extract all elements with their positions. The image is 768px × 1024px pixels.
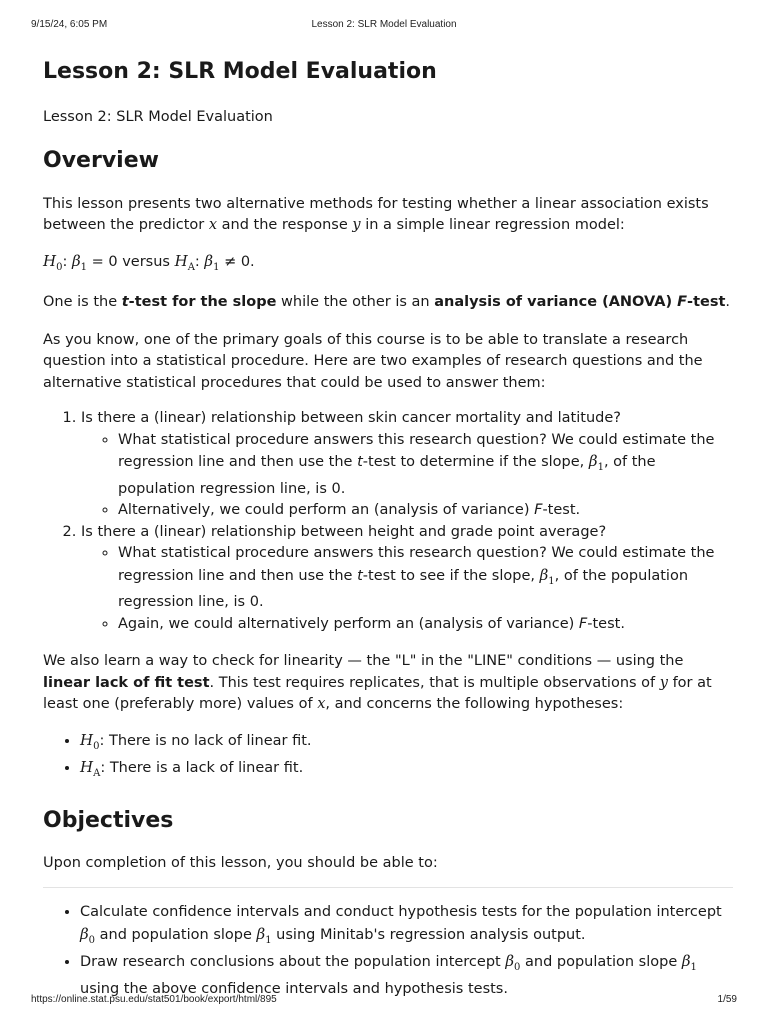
list-item: • Draw research conclusions about the population intercept $\beta_0$ and population slope $\beta_1$ using the above confidence intervals and hypothesis tests.: [80, 951, 733, 1000]
list-item: • Calculate confidence intervals and conduct hypothesis tests for the population intercept $\beta_0$ and population slope $\beta_1$ using Minitab's regression analysis output.: [80, 902, 733, 951]
list-item: ◦ Alternatively, we could perform an (analysis of variance) F-test.: [118, 500, 733, 522]
lof-hypotheses-list: [43, 730, 733, 785]
overview-heading: Overview: [43, 147, 159, 173]
list-item: ◦ Again, we could alternatively perform an (analysis of variance) F-test.: [118, 614, 733, 636]
page-title: Lesson 2: SLR Model Evaluation: [43, 59, 437, 84]
research-questions-list: [43, 408, 733, 635]
page-content: [43, 56, 733, 1000]
objectives-list: [43, 902, 733, 1000]
list-item: • $H_A$: There is a lack of linear fit.: [80, 757, 733, 785]
list-item: 2. Is there a (linear) relationship between height and grade point average? ◦ What statistical procedure answers this research question? We could estimate the regression line and then use the t-test to see if the slope, $\beta_1$, of the population regression line, is 0. ◦ Again, we could alternatively perform an (analysis of variance) F-test.: [81, 522, 733, 636]
print-datetime: 9/15/24, 6:05 PM: [31, 19, 108, 30]
list-item: ◦ What statistical procedure answers this research question? We could estimate the regression line and then use the t-test to determine if the slope, $\beta_1$, of the population regression line, is 0.: [118, 430, 733, 501]
objectives-heading: Objectives: [43, 807, 174, 833]
print-header: [31, 19, 737, 33]
objectives-intro: Upon completion of this lesson, you should be able to:: [43, 854, 438, 871]
hypotheses-line: $H_0$: $\beta_1 = 0$ versus $H_A$: $\beta_1 \ne 0$.: [43, 251, 255, 273]
list-item: ◦ What statistical procedure answers this research question? We could estimate the regression line and then use the t-test to see if the slope, $\beta_1$, of the population regression line, is 0.: [118, 543, 733, 614]
methods-sentence: One is the t-test for the slope while the other is an analysis of variance (ANOVA) F-test.: [43, 294, 731, 310]
divider: [43, 887, 733, 888]
lack-of-fit-paragraph: We also learn a way to check for linearity — the "L" in the "LINE" conditions — using the linear lack of fit test. This test requires replicates, that is multiple observations of y for at least one (preferably more) values of x, and concerns the following hypotheses:: [43, 653, 712, 712]
print-url: https://online.stat.psu.edu/stat501/book/export/html/895: [31, 994, 277, 1005]
list-item: 1. Is there a (linear) relationship between skin cancer mortality and latitude? ◦ What statistical procedure answers this research question? We could estimate the regression line and then use the t-test to determine if the slope, $\beta_1$, of the population regression line, is 0. ◦ Alternatively, we could perform an (analysis of variance) F-test.: [81, 408, 733, 522]
print-footer: [31, 994, 737, 1008]
overview-intro: This lesson presents two alternative methods for testing whether a linear association exists between the predictor x and the response y in a simple linear regression model:: [43, 195, 709, 233]
subtitle: Lesson 2: SLR Model Evaluation: [43, 109, 273, 125]
print-title: Lesson 2: SLR Model Evaluation: [311, 19, 457, 30]
goals-paragraph: As you know, one of the primary goals of this course is to be able to translate a research question into a statistical procedure. Here are two examples of research questions and the alternative statistical procedures that could be used to answer them:: [43, 331, 703, 391]
list-item: • $H_0$: There is no lack of linear fit.: [80, 730, 733, 758]
page-number: 1/59: [717, 994, 737, 1005]
